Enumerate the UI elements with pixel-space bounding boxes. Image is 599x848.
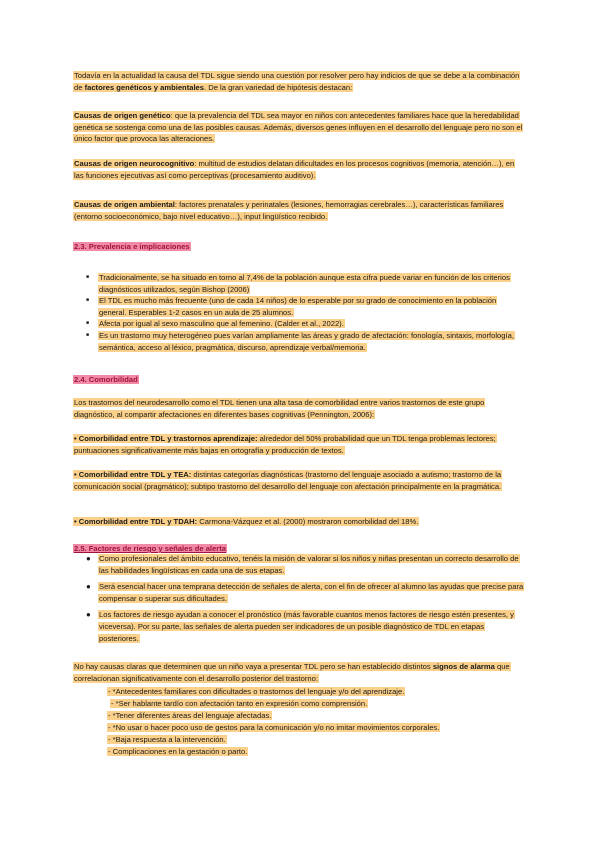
list-item: [88, 295, 525, 318]
cause-environmental: [73, 199, 525, 222]
section-25-title: 2.5. Factores de riesgo y señales de alerta: [74, 544, 226, 553]
list-item: [107, 686, 527, 698]
comorbidity-tdah: [73, 516, 525, 528]
cause-neuro-label: Causas de origen neurocognitivo: [74, 159, 195, 168]
cause-env-label: Causas de origen ambiental: [74, 200, 175, 209]
list-item-text: - Complicaciones en la gestación o parto.: [108, 747, 248, 757]
alarm-intro-text: No hay causas claras que determinen que un niño vaya a presentar TDL pero se han establecido distintos: [74, 662, 433, 671]
list-item-text: - *Ser hablante tardío con afectación tanto en expresión como comprensión.: [111, 699, 368, 709]
prevalence-list: [88, 272, 525, 353]
cause-neurocognitive: [73, 158, 525, 181]
comorbidity-intro: [73, 397, 525, 420]
list-item-text: - *Tener diferentes áreas del lenguaje afectadas.: [108, 711, 272, 721]
list-item: [107, 722, 527, 734]
section-heading-2-3: [73, 241, 525, 253]
list-item: [107, 710, 527, 722]
list-item-text: Será esencial hacer una temprana detección de señales de alerta, con el fin de ofrecer al alumno las ayudas que precise para compensar o superar sus dificultades.: [99, 582, 524, 603]
risk-factors-list: [88, 553, 525, 644]
intro-text-end: . De la gran variedad de hipótesis destacan:: [204, 82, 353, 92]
section-24-title: 2.4. Comorbilidad: [74, 375, 138, 384]
comorbidity-learning-text: alrededor del 50% probabilidad que un TDL tenga problemas lectores; puntuaciones significativamente más bajas en ortografía y producción de textos.: [74, 434, 496, 455]
alarm-signs-list: [107, 686, 527, 759]
cause-genetic: [73, 110, 525, 145]
list-item-text: Afecta por igual al sexo masculino que al femenino. (Calder et al., 2022).: [99, 319, 344, 329]
comorbidity-tdah-text: Carmona-Vázquez et al. (2000) mostraron comorbilidad del 18%.: [197, 517, 419, 526]
list-item: [88, 609, 525, 644]
round-bullet-icon: ●: [86, 554, 91, 563]
list-item-text: - *No usar o hacer poco uso de gestos para la comunicación y/o no imitar movimientos corporales.: [108, 723, 440, 733]
alarm-bold: signos de alarma: [432, 662, 495, 671]
alarm-intro: [73, 661, 525, 684]
list-item: [88, 553, 525, 576]
square-bullet-icon: ■: [86, 274, 90, 280]
list-item-text: - *Baja respuesta a la intervención.: [108, 735, 226, 745]
list-item-text: Los factores de riesgo ayudan a conocer el pronóstico (más favorable cuantos menos factores de riesgo estén presentes, y viceversa). Por su parte, las señales de alerta pueden ser indicadores de un posible diagnóstico de TDL en etapas posteriores.: [99, 610, 514, 643]
list-item: [88, 318, 525, 330]
cause-env-text: : factores prenatales y perinatales (lesiones, hemorragias cerebrales…), características familiares (entorno socioeconómico, bajo nivel educativo…), input lingüístico recibido.: [74, 200, 504, 221]
comorbidity-tea-text: distintas categorías diagnósticas (trastorno del lenguaje asociado a autismo; trastorno de la comunicación social (pragmático); subtipo trastorno del desarrollo del lenguaje con afectación principalmente en la pragmática.: [74, 470, 502, 491]
list-item-text: Es un trastorno muy heterogéneo pues varían ampliamente las áreas y grado de afectación: fonología, sintaxis, morfología, semántica, acceso al léxico, pragmática, discurso, aprendizaje verbal/memoria.: [99, 330, 514, 352]
comorbidity-learning-label: • Comorbilidad entre TDL y trastornos aprendizaje:: [74, 434, 258, 443]
list-item-text: - *Antecedentes familiares con dificultades o trastornos del lenguaje y/o del aprendizaje.: [108, 687, 405, 696]
comorbidity-tdah-label: • Comorbilidad entre TDL y TDAH:: [74, 517, 198, 526]
list-item: [107, 698, 527, 710]
intro-paragraph: [73, 70, 525, 93]
comorbidity-learning: [73, 433, 525, 456]
comorbidity-tea-label: • Comorbilidad entre TDL y TEA:: [74, 470, 192, 479]
round-bullet-icon: ●: [86, 610, 91, 620]
intro-bold: factores genéticos y ambientales: [84, 82, 205, 92]
square-bullet-icon: ■: [86, 320, 90, 327]
list-item: [107, 734, 527, 746]
list-item: [88, 272, 525, 295]
comorbidity-intro-text: Los trastornos del neurodesarrollo como el TDL tienen una alta tasa de comorbilidad entre varios trastornos de este grupo diagnóstico, al compartir afectaciones en diferentes bases cognitivas (Pennington, 2006):: [74, 398, 485, 419]
list-item-text: Como profesionales del ámbito educativo, tenéis la misión de valorar si los niños y niñas presentan un correcto desarrollo de las habilidades lingüísticas en cada una de sus etapas.: [99, 554, 519, 575]
list-item-text: Tradicionalmente, se ha situado en torno al 7,4% de la población aunque esta cifra puede variar en función de los criterios diagnósticos utilizados, según Bishop (2006): [99, 273, 510, 294]
list-item-text: El TDL es mucho más frecuente (uno de cada 14 niños) de lo esperable por su grado de conocimiento en la población general. Esperables 1-2 casos en un aula de 25 alumnos.: [99, 296, 497, 317]
cause-genetic-label: Causas de origen genético: [74, 111, 171, 120]
square-bullet-icon: ■: [86, 331, 90, 338]
cause-neuro-text: : multitud de estudios delatan dificultades en los procesos cognitivos (memoria, atención…), en las funciones ejecutivas así como perceptivas (procesamiento auditivo).: [74, 159, 515, 180]
cause-genetic-text: : que la prevalencia del TDL sea mayor en niños con antecedentes familiares hace que la heredabilidad genética se sostenga como una de las posibles causas. Además, diversos genes influyen en el desarrollo del lenguaje pero no son el único factor que provoca las alteraciones.: [74, 111, 523, 144]
section-23-title: 2.3. Prevalencia e implicaciones: [74, 242, 190, 251]
list-item: [107, 746, 527, 758]
list-item: [88, 581, 525, 604]
square-bullet-icon: ■: [86, 297, 90, 304]
section-heading-2-4: [73, 374, 525, 386]
round-bullet-icon: ●: [86, 582, 91, 592]
intro-text: Todavía en la actualidad la causa del TDL sigue siendo una cuestión por resolver pero hay indicios de que se debe a la combinación de: [74, 71, 520, 92]
alarm-intro-text-end: que correlacionan significativamente con el desarrollo posterior del trastorno:: [74, 662, 510, 683]
comorbidity-tea: [73, 469, 525, 492]
list-item: [88, 330, 525, 353]
